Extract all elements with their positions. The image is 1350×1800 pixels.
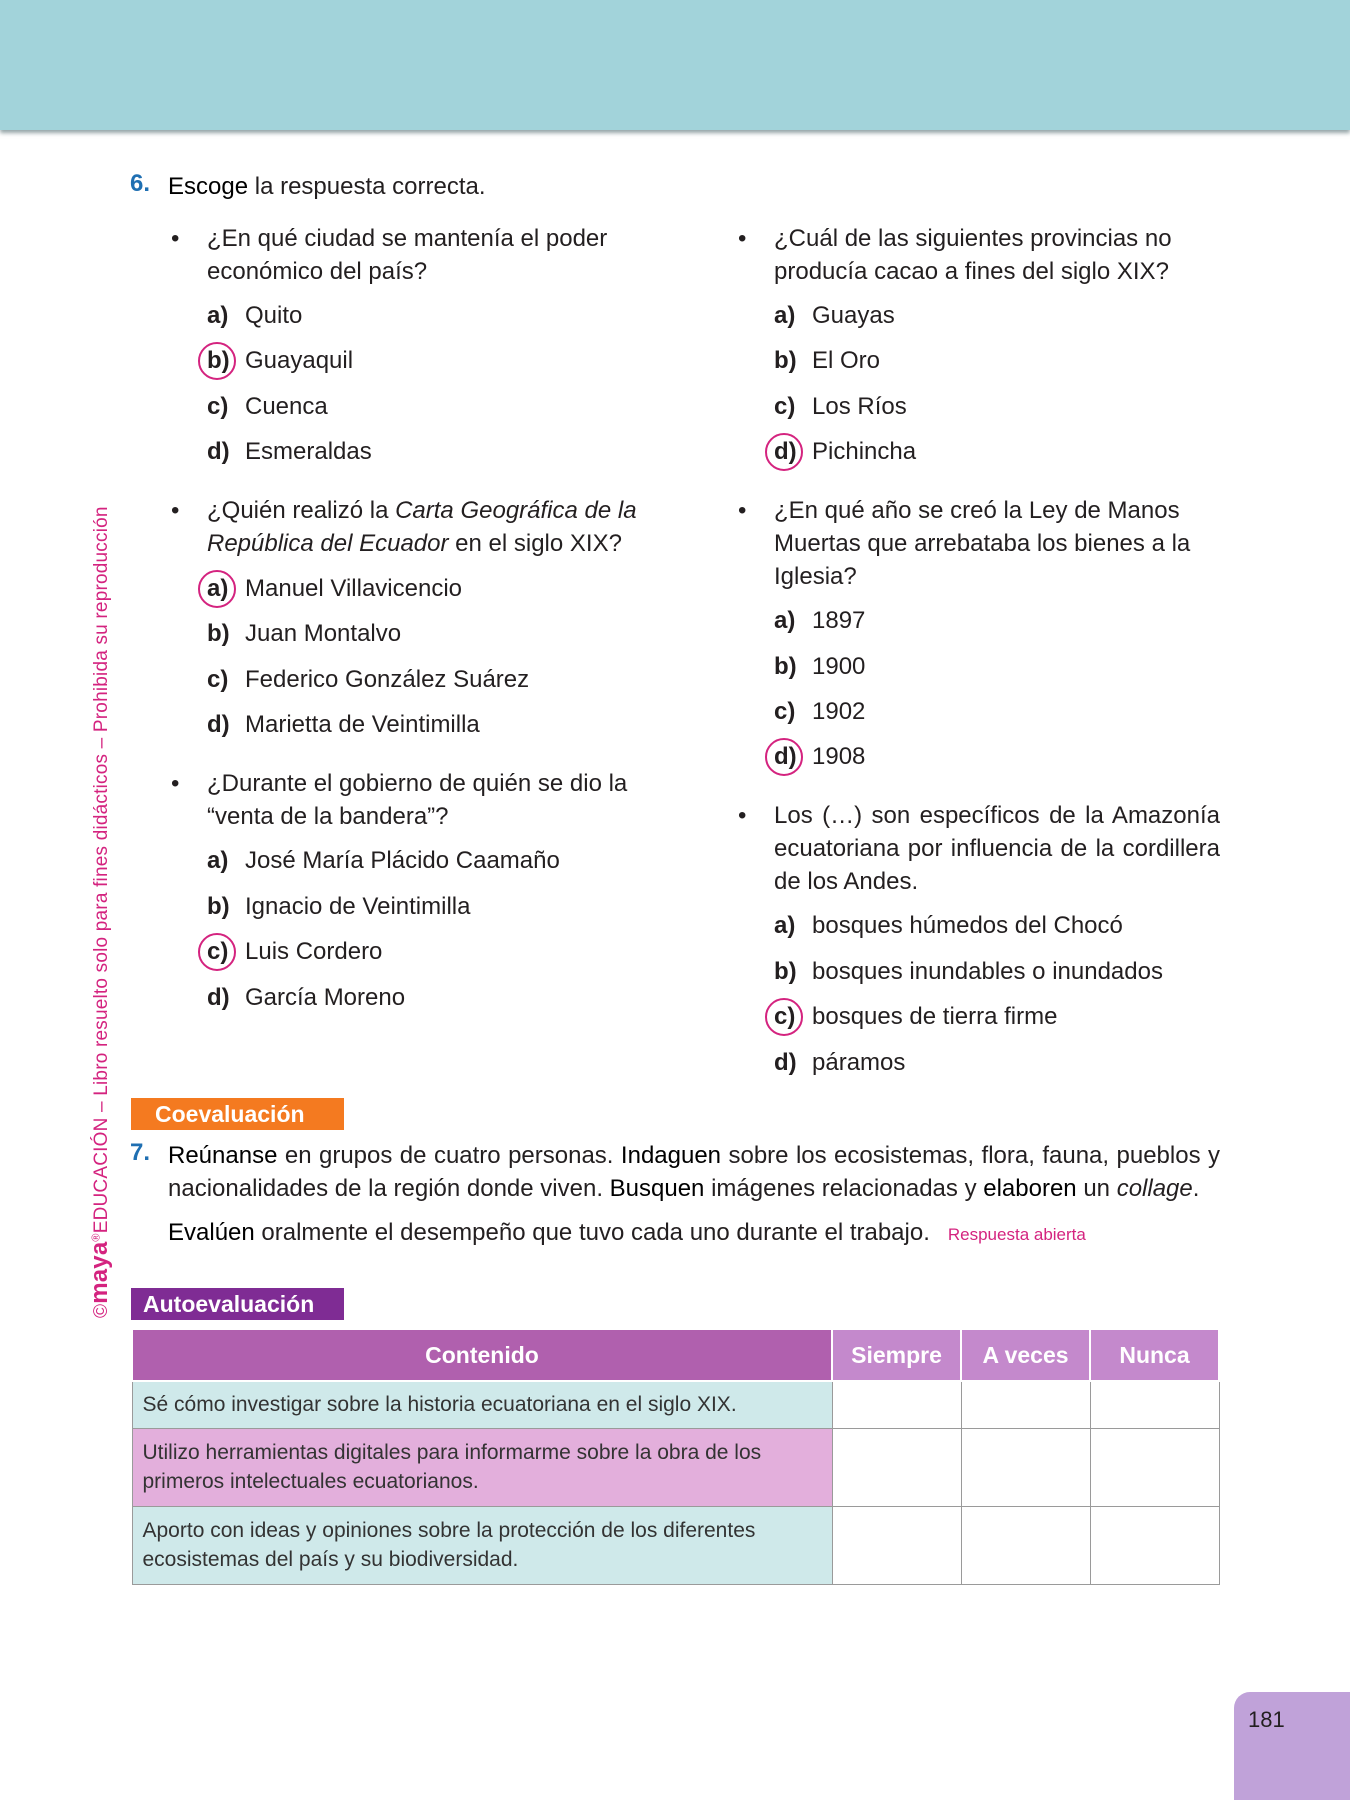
question-item-5 — [738, 494, 1214, 593]
paragraph-text: un — [1076, 1175, 1117, 1202]
option-a[interactable]: a) Guayas — [774, 302, 895, 329]
side-copyright-credit — [86, 506, 114, 1318]
cell-siempre[interactable] — [832, 1428, 961, 1506]
option-c[interactable]: c) Los Ríos — [774, 393, 907, 420]
cell-nunca[interactable] — [1090, 1428, 1219, 1506]
option-b[interactable]: b) bosques inundables o inundados — [774, 958, 1163, 985]
paragraph-text: sobre los ecosistemas, flora, fauna, pueblos y nacionalidades de la región donde viven. — [168, 1142, 1221, 1202]
cell-siempre[interactable] — [832, 1506, 961, 1584]
question-item-3 — [171, 767, 647, 833]
instruction-verb: Busquen — [609, 1175, 705, 1202]
evaluate-verb: Evalúen — [168, 1219, 255, 1246]
bullet-icon: • — [738, 225, 747, 252]
cell-nunca[interactable] — [1090, 1381, 1219, 1428]
question-item-2: • ¿Quién realizó la Carta Geográfica de la República del Ecuador en el siglo XIX? — [207, 494, 647, 560]
instruction-verb: elaboren — [983, 1175, 1077, 1202]
registered-symbol: ® — [90, 1233, 103, 1242]
question-7-evaluate: Evalúen oralmente el desempeño que tuvo cada uno durante el trabajo. Respuesta abierta — [168, 1219, 1086, 1246]
question-text: ¿Durante el gobierno de quién se dio la “venta de la bandera”? — [207, 770, 628, 830]
row-content: Aporto con ideas y opiniones sobre la protección de los diferentes ecosistemas del país y su biodiversidad. — [132, 1506, 832, 1584]
italic-term: collage — [1116, 1175, 1193, 1202]
option-b[interactable]: b) El Oro — [774, 347, 881, 374]
header-a-veces: A veces — [961, 1329, 1090, 1381]
page-number: 181 — [1234, 1692, 1350, 1800]
table-row — [132, 1381, 1219, 1428]
option-a[interactable]: a) 1897 — [774, 607, 866, 634]
option-a[interactable]: a) Quito — [207, 302, 303, 329]
table-header-row — [132, 1329, 1219, 1381]
table-row — [132, 1506, 1219, 1584]
option-c[interactable]: c) Luis Cordero — [207, 938, 383, 965]
bullet-icon: • — [171, 225, 180, 252]
top-header-band — [0, 0, 1350, 130]
instruction-verb: Indaguen — [620, 1142, 722, 1169]
instruction-verb: Reúnanse — [168, 1142, 278, 1169]
header-siempre: Siempre — [832, 1329, 961, 1381]
question-6-instruction — [168, 170, 486, 203]
header-nunca: Nunca — [1090, 1329, 1219, 1381]
option-c[interactable]: c) bosques de tierra firme — [774, 1003, 1058, 1030]
option-c[interactable]: c) 1902 — [774, 698, 866, 725]
cell-a-veces[interactable] — [961, 1381, 1090, 1428]
coevaluacion-label: Coevaluación — [131, 1098, 344, 1130]
cell-a-veces[interactable] — [961, 1428, 1090, 1506]
question-6-verb: Escoge — [168, 173, 249, 200]
row-content: Sé cómo investigar sobre la historia ecuatoriana en el siglo XIX. — [132, 1381, 832, 1428]
answer-note: Respuesta abierta — [947, 1225, 1086, 1244]
option-b[interactable]: b) Guayaquil — [207, 347, 354, 374]
question-text: Los (…) son específicos de la Amazonía ecuatoriana por influencia de la cordillera de los Andes. — [774, 802, 1220, 895]
option-a[interactable]: a) bosques húmedos del Chocó — [774, 912, 1123, 939]
option-d[interactable]: d) Esmeraldas — [207, 438, 372, 465]
question-text: ¿En qué año se creó la Ley de Manos Muertas que arrebataba los bienes a la Iglesia? — [774, 497, 1191, 590]
option-b[interactable]: b) Juan Montalvo — [207, 620, 402, 647]
question-7-paragraph — [168, 1139, 1220, 1205]
bullet-icon: • — [171, 770, 180, 797]
option-d[interactable]: d) Pichincha — [774, 438, 917, 465]
credit-text: EDUCACIÓN – Libro resuelto solo para fines didácticos – Prohibida su reproducción — [91, 506, 112, 1234]
option-b[interactable]: b) Ignacio de Veintimilla — [207, 893, 471, 920]
option-a[interactable]: a) José María Plácido Caamaño — [207, 847, 560, 874]
cell-a-veces[interactable] — [961, 1506, 1090, 1584]
question-text: ¿En qué ciudad se mantenía el poder económico del país? — [207, 225, 608, 285]
brand-logo-text: maya — [86, 1241, 113, 1304]
question-item-4 — [738, 222, 1214, 288]
paragraph-text: . — [1192, 1175, 1200, 1202]
cell-siempre[interactable] — [832, 1381, 961, 1428]
row-content: Utilizo herramientas digitales para informarme sobre la obra de los primeros intelectuales ecuatorianos. — [132, 1428, 832, 1506]
question-text: ¿Cuál de las siguientes provincias no producía cacao a fines del siglo XIX? — [774, 225, 1172, 285]
option-c[interactable]: c) Cuenca — [207, 393, 328, 420]
option-c[interactable]: c) Federico González Suárez — [207, 666, 530, 693]
paragraph-text: en grupos de cuatro personas. — [277, 1142, 621, 1169]
cell-nunca[interactable] — [1090, 1506, 1219, 1584]
question-6-rest: la respuesta correcta. — [248, 173, 486, 200]
question-7-number: 7. — [130, 1139, 151, 1166]
option-a[interactable]: a) Manuel Villavicencio — [207, 575, 463, 602]
copyright-symbol: © — [91, 1303, 112, 1318]
option-d[interactable]: d) páramos — [774, 1049, 906, 1076]
option-d[interactable]: d) 1908 — [774, 743, 866, 770]
question-item-1 — [171, 222, 647, 288]
option-d[interactable]: d) Marietta de Veintimilla — [207, 711, 480, 738]
question-item-6 — [738, 799, 1220, 898]
bullet-icon: • — [171, 497, 180, 524]
option-d[interactable]: d) García Moreno — [207, 984, 406, 1011]
option-b[interactable]: b) 1900 — [774, 653, 866, 680]
bullet-icon: • — [738, 802, 747, 829]
question-6-number: 6. — [130, 170, 151, 197]
self-evaluation-table — [131, 1328, 1220, 1585]
question-italic-title: Carta Geográfica de la República del Ecuador — [207, 497, 637, 557]
autoevaluacion-label: Autoevaluación — [131, 1288, 344, 1320]
table-row — [132, 1428, 1219, 1506]
bullet-icon: • — [738, 497, 747, 524]
paragraph-text: imágenes relacionadas y — [704, 1175, 984, 1202]
header-contenido: Contenido — [132, 1329, 832, 1381]
